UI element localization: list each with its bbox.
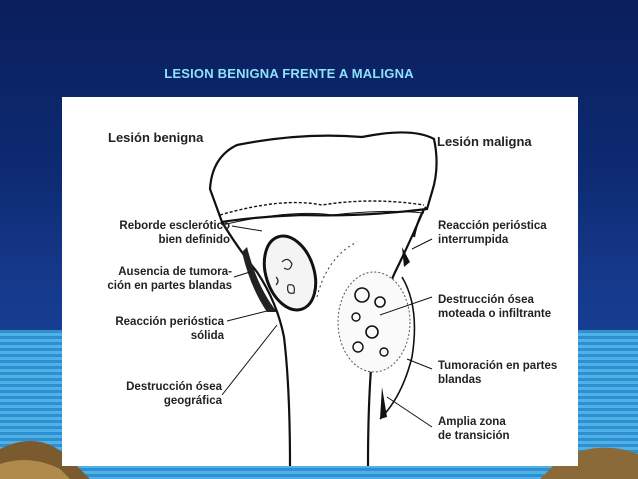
left-label-solid-periosteal-reaction: Reacción perióstica sólida xyxy=(115,316,224,342)
left-label-no-soft-tissue-mass: Ausencia de tumora- ción en partes blandas xyxy=(107,266,232,292)
right-label-wide-transition-zone: Amplia zona de transición xyxy=(438,416,510,442)
left-label-sclerotic-rim: Reborde esclerótico bien definido xyxy=(119,220,230,246)
malignant-lesion xyxy=(338,272,410,372)
bone-epiphysis xyxy=(210,132,437,222)
diagram-panel xyxy=(62,97,578,466)
slide-title: LESION BENIGNA FRENTE A MALIGNA xyxy=(164,66,414,81)
left-heading: Lesión benigna xyxy=(108,130,204,145)
right-label-moth-eaten-destruction: Destrucción ósea moteada o infiltrante xyxy=(438,294,552,320)
left-label-geographic-destruction: Destrucción ósea geográfica xyxy=(126,381,222,407)
right-label-soft-tissue-mass: Tumoración en partes blandas xyxy=(438,360,558,386)
right-heading: Lesión maligna xyxy=(437,134,532,149)
right-label-interrupted-periosteal-reaction: Reacción perióstica interrumpida xyxy=(438,220,547,246)
